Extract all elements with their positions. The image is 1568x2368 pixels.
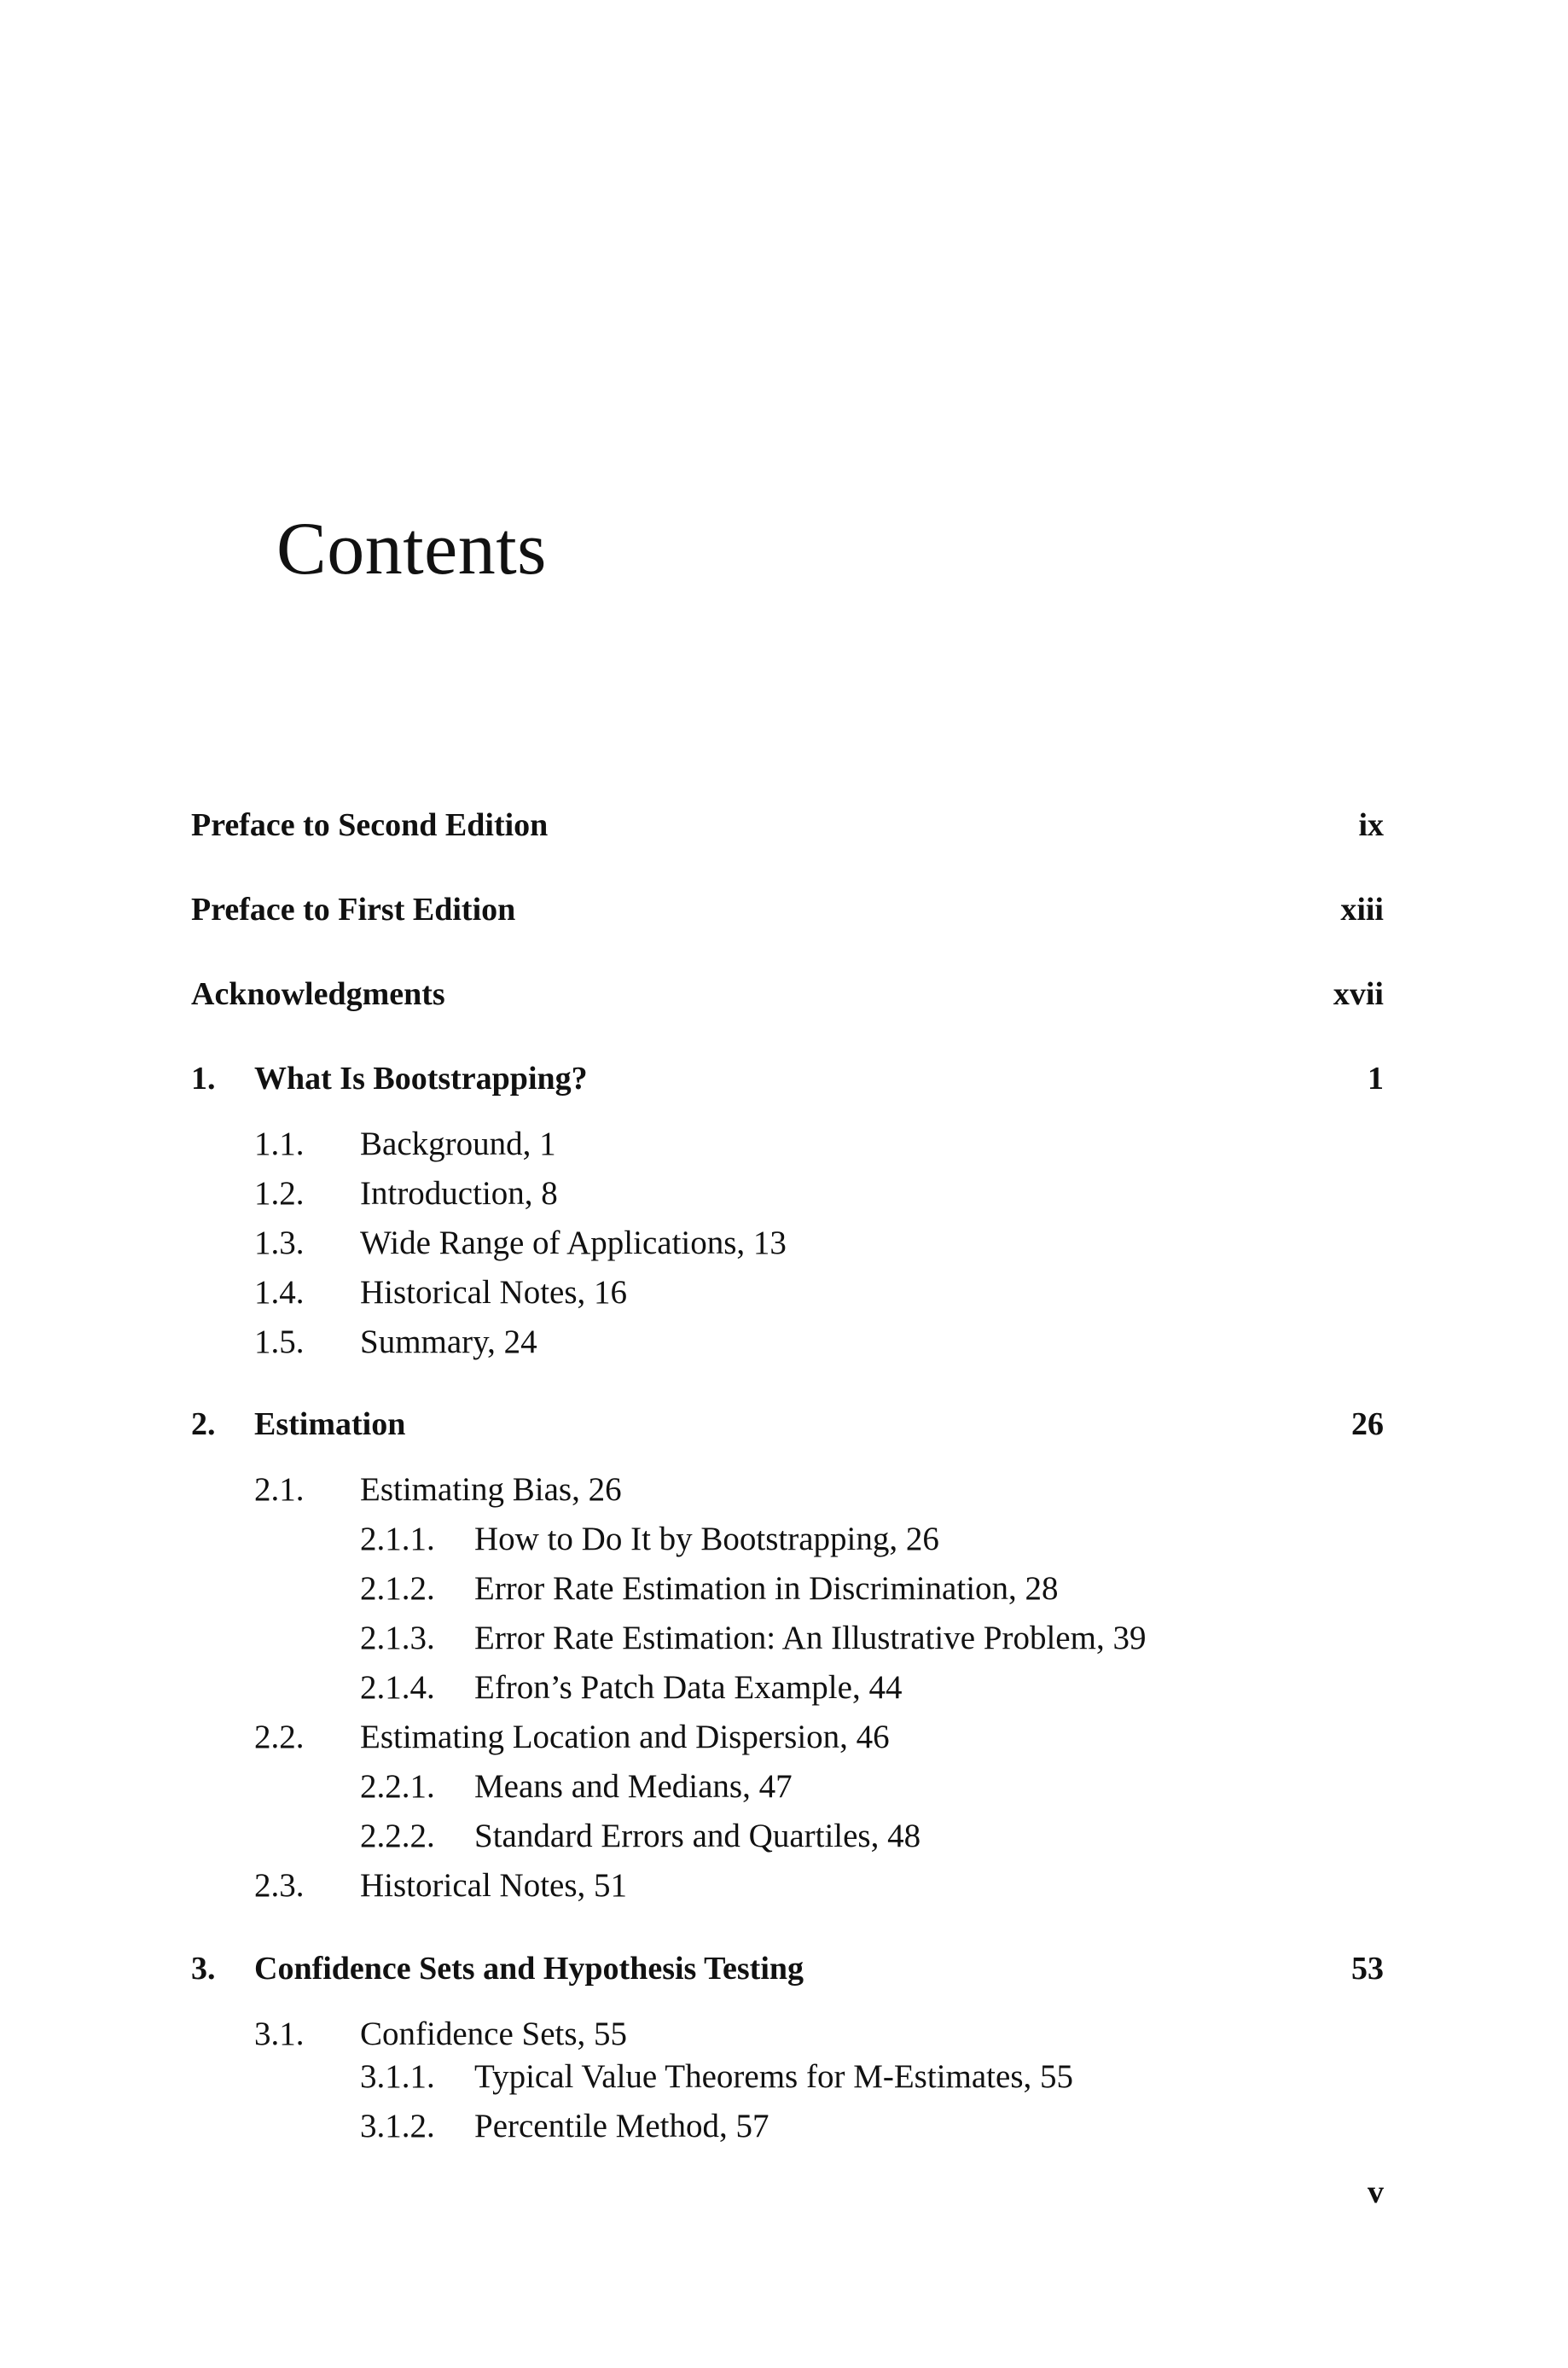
subsection-number: 2.1.2. xyxy=(360,1570,435,1607)
section-number: 2.1. xyxy=(254,1471,305,1508)
section-label: Background, 1 xyxy=(360,1126,556,1162)
toc-entry-label: Preface to Second Edition xyxy=(191,807,549,843)
chapter-page: 26 xyxy=(1351,1406,1384,1442)
chapter-number: 3. xyxy=(191,1951,216,1987)
subsection-number: 2.2.1. xyxy=(360,1768,435,1805)
subsection-label: Error Rate Estimation in Discrimination, 28 xyxy=(474,1570,1059,1607)
subsection-label: Percentile Method, 57 xyxy=(474,2108,769,2144)
section-label: Historical Notes, 16 xyxy=(360,1274,628,1311)
chapter-title: Confidence Sets and Hypothesis Testing xyxy=(254,1951,804,1987)
subsection-number: 3.1.1. xyxy=(360,2058,435,2095)
section-number: 1.4. xyxy=(254,1274,305,1311)
section-number: 2.3. xyxy=(254,1867,305,1904)
section-number: 1.5. xyxy=(254,1324,305,1360)
section-label: Historical Notes, 51 xyxy=(360,1867,628,1904)
section-number: 1.1. xyxy=(254,1126,305,1162)
section-label: Estimating Bias, 26 xyxy=(360,1471,622,1508)
chapter-number: 2. xyxy=(191,1406,216,1442)
chapter-page: 1 xyxy=(1368,1061,1384,1097)
toc-entry-page: xvii xyxy=(1333,976,1384,1012)
subsection-number: 2.2.2. xyxy=(360,1818,435,1854)
subsection-number: 2.1.1. xyxy=(360,1521,435,1557)
subsection-number: 3.1.2. xyxy=(360,2108,435,2144)
section-label: Introduction, 8 xyxy=(360,1175,558,1212)
subsection-label: Standard Errors and Quartiles, 48 xyxy=(474,1818,921,1854)
section-number: 1.2. xyxy=(254,1175,305,1212)
chapter-title: Estimation xyxy=(254,1406,406,1442)
chapter-title: What Is Bootstrapping? xyxy=(254,1061,588,1097)
subsection-label: Typical Value Theorems for M-Estimates, 55 xyxy=(474,2058,1073,2095)
subsection-label: Error Rate Estimation: An Illustrative Problem, 39 xyxy=(474,1620,1147,1656)
chapter-number: 1. xyxy=(191,1061,216,1097)
page-title: Contents xyxy=(276,508,547,591)
toc-entry-label: Acknowledgments xyxy=(191,976,445,1012)
section-label: Confidence Sets, 55 xyxy=(360,2016,628,2052)
section-number: 1.3. xyxy=(254,1225,305,1261)
toc-entry-label: Preface to First Edition xyxy=(191,892,516,928)
chapter-page: 53 xyxy=(1351,1951,1384,1987)
section-label: Wide Range of Applications, 13 xyxy=(360,1225,787,1261)
section-label: Estimating Location and Dispersion, 46 xyxy=(360,1719,890,1755)
toc-entry-page: ix xyxy=(1358,807,1384,843)
subsection-number: 2.1.4. xyxy=(360,1669,435,1706)
toc-entry-page: xiii xyxy=(1340,892,1384,928)
section-label: Summary, 24 xyxy=(360,1324,537,1360)
subsection-label: Means and Medians, 47 xyxy=(474,1768,793,1805)
page-number: v xyxy=(1368,2174,1384,2210)
section-number: 3.1. xyxy=(254,2016,305,2052)
subsection-label: Efron’s Patch Data Example, 44 xyxy=(474,1669,903,1706)
section-number: 2.2. xyxy=(254,1719,305,1755)
subsection-number: 2.1.3. xyxy=(360,1620,435,1656)
subsection-label: How to Do It by Bootstrapping, 26 xyxy=(474,1521,939,1557)
